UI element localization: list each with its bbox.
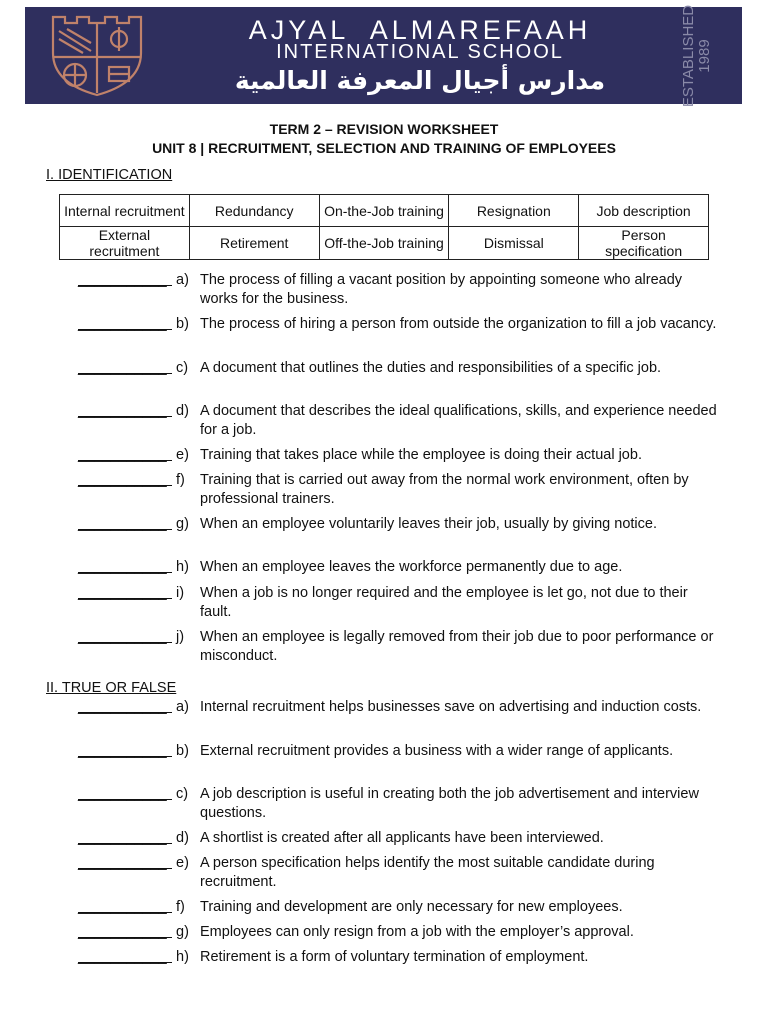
answer-blank[interactable]: ___________ [78,698,172,717]
question-letter: d) [176,830,189,846]
answer-blank[interactable]: ___________ [78,558,172,577]
question-letter: h) [176,949,189,965]
table-cell: Resignation [449,195,579,227]
question-text: Training and development are only necessary for new employees. [200,899,623,915]
school-name-line1: AJYAL ALMAREFAAH [248,15,592,45]
table-row [60,195,709,227]
question-text: When an employee is legally removed from their job due to poor performance or misconduct. [200,629,714,664]
table-cell: Person specification [579,227,709,260]
answer-blank[interactable]: ___________ [78,628,172,647]
question-text: External recruitment provides a business with a wider range of applicants. [200,743,674,759]
section2-heading: II. TRUE OR FALSE [46,680,177,696]
established-stamp [673,4,721,107]
question-letter: e) [176,447,189,463]
table-cell: Retirement [189,227,319,260]
section1-heading: I. IDENTIFICATION [46,167,173,183]
established-label: ESTABLISHED [680,4,697,107]
question-letter: g) [176,924,189,940]
question-text: When an employee leaves the workforce permanently due to age. [200,559,623,575]
answer-blank[interactable]: ___________ [78,742,172,761]
question-text: A shortlist is created after all applicants have been interviewed. [200,830,604,846]
question-text: Training that is carried out away from the normal work environment, often by professional trainers. [200,472,689,507]
worksheet-title: TERM 2 – REVISION WORKSHEET [269,121,499,137]
answer-blank[interactable]: ___________ [78,471,172,490]
question-letter: a) [176,699,189,715]
question-letter: j) [176,629,185,645]
table-cell: Redundancy [189,195,319,227]
table-cell: External recruitment [60,227,190,260]
answer-blank[interactable]: ___________ [78,271,172,290]
question-text: A document that outlines the duties and responsibilities of a specific job. [200,360,662,376]
table-cell: Dismissal [449,227,579,260]
terms-table [59,194,709,260]
question-text: The process of filling a vacant position by appointing someone who already works for the business. [200,272,683,307]
question-letter: d) [176,403,189,419]
school-name-arabic: مدارس أجيال المعرفة العالمية [234,66,606,95]
answer-blank[interactable]: ___________ [78,446,172,465]
question-letter: h) [176,559,189,575]
question-text: The process of hiring a person from outside the organization to fill a job vacancy. [200,316,717,332]
question-letter: b) [176,316,189,332]
table-cell: Off-the-Job training [319,227,449,260]
answer-blank[interactable]: ___________ [78,785,172,804]
question-text: Internal recruitment helps businesses save on advertising and induction costs. [200,699,702,715]
question-text: Training that takes place while the employee is doing their actual job. [200,447,642,463]
question-letter: f) [176,472,185,488]
answer-blank[interactable]: ___________ [78,584,172,603]
answer-blank[interactable]: ___________ [78,923,172,942]
question-letter: c) [176,360,189,376]
answer-blank[interactable]: ___________ [78,402,172,421]
answer-blank[interactable]: ___________ [78,948,172,967]
school-name-line2: INTERNATIONAL SCHOOL [276,41,564,63]
question-text: A document that describes the ideal qualifications, skills, and experience needed for a job. [200,403,717,438]
question-text: Retirement is a form of voluntary termination of employment. [200,949,589,965]
table-cell: Job description [579,195,709,227]
answer-blank[interactable]: ___________ [78,829,172,848]
worksheet-subtitle: UNIT 8 | RECRUITMENT, SELECTION AND TRAINING OF EMPLOYEES [152,140,616,156]
question-text: A job description is useful in creating both the job advertisement and interview questions. [200,786,699,821]
question-text: Employees can only resign from a job with the employer’s approval. [200,924,634,940]
answer-blank[interactable]: ___________ [78,359,172,378]
table-cell: On-the-Job training [319,195,449,227]
answer-blank[interactable]: ___________ [78,898,172,917]
school-crest-logo [47,13,147,99]
answer-blank[interactable]: ___________ [78,315,172,334]
question-letter: c) [176,786,189,802]
question-letter: i) [176,585,185,601]
table-cell: Internal recruitment [60,195,190,227]
question-text: A person specification helps identify the most suitable candidate during recruitment. [200,855,655,890]
question-letter: b) [176,743,189,759]
question-letter: e) [176,855,189,871]
established-year: 1989 [696,38,713,73]
question-text: When a job is no longer required and the employee is let go, not due to their fault. [200,585,688,620]
answer-blank[interactable]: ___________ [78,854,172,873]
question-letter: g) [176,516,189,532]
table-row [60,227,709,260]
question-letter: f) [176,899,185,915]
question-letter: a) [176,272,189,288]
answer-blank[interactable]: ___________ [78,515,172,534]
school-header-banner [25,4,742,107]
question-text: When an employee voluntarily leaves their job, usually by giving notice. [200,516,657,532]
